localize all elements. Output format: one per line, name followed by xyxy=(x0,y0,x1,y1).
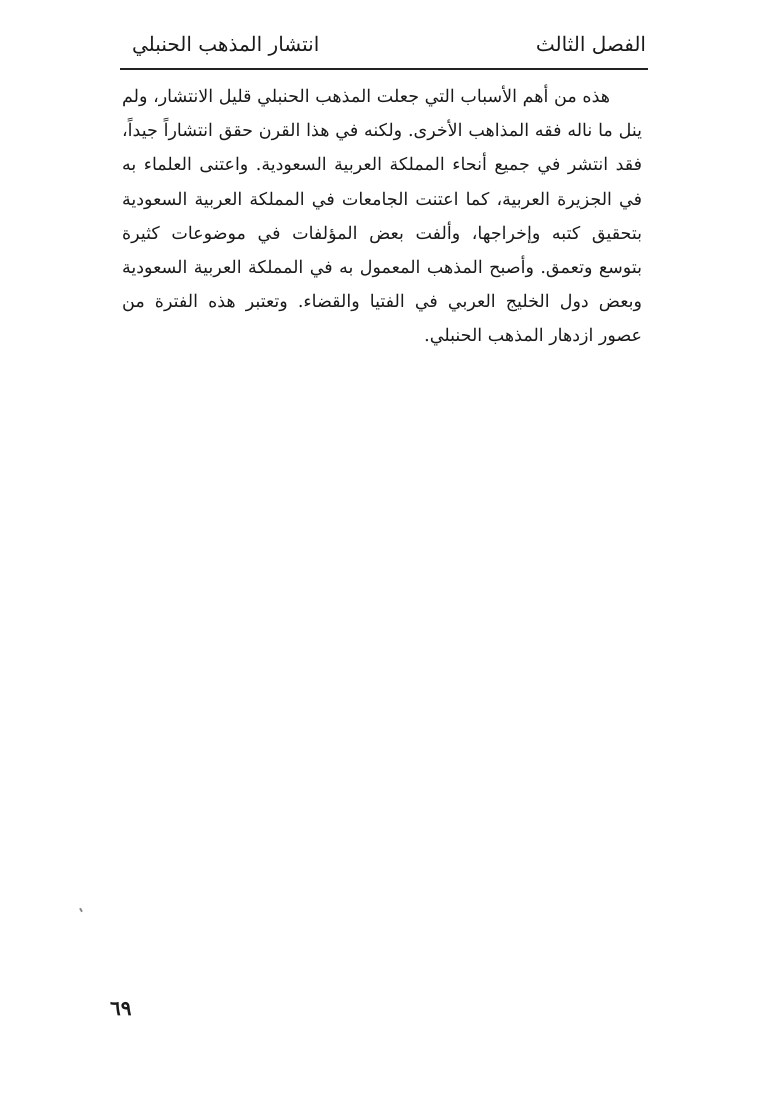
body-text xyxy=(122,80,642,354)
scan-speck xyxy=(79,908,83,912)
running-header xyxy=(120,28,646,68)
paragraph: هذه من أهم الأسباب التي جعلت المذهب الحنبلي قليل الانتشار، ولم ينل ما ناله فقه المذاهب الأخرى. ولكنه في هذا القرن حقق انتشاراً جيداً، فقد انتشر في جميع أنحاء المملكة العربية السعودية. واعتنى العلماء به في الجزيرة العربية، كما اعتنت الجامعات في المملكة العربية السعودية بتحقيق كتبه وإخراجها، وألفت بعض المؤلفات في موضوعات كثيرة بتوسع وتعمق. وأصبح المذهب المعمول به في المملكة العربية السعودية وبعض دول الخليج العربي في الفتيا والقضاء. وتعتبر هذه الفترة من عصور ازدهار المذهب الحنبلي. xyxy=(122,87,642,347)
chapter-heading: الفصل الثالث xyxy=(535,32,646,56)
header-rule xyxy=(120,68,648,70)
section-title: انتشار المذهب الحنبلي xyxy=(132,32,320,56)
page-number: ٦٩ xyxy=(110,996,132,1020)
